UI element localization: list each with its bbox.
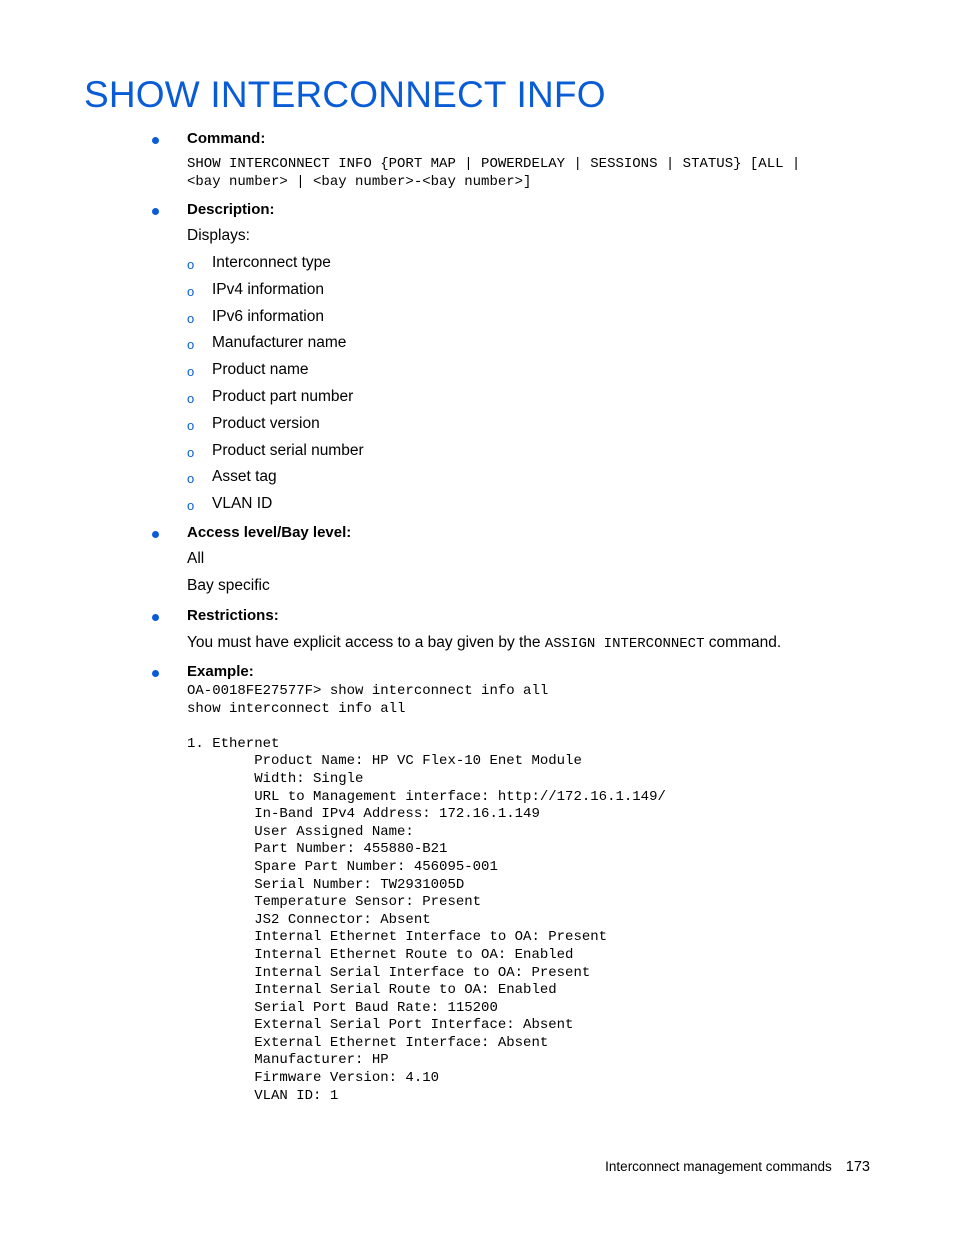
list-item bbox=[187, 470, 687, 492]
list-item bbox=[187, 390, 687, 412]
list-item-label: IPv4 information bbox=[212, 280, 324, 298]
circle-bullet-icon: o bbox=[187, 257, 195, 272]
example-line: External Ethernet Interface: Absent bbox=[187, 1034, 549, 1051]
command-line: SHOW INTERCONNECT INFO {PORT MAP | POWERDELAY | SESSIONS | STATUS} [ALL | bbox=[187, 156, 801, 172]
access-value-all: All bbox=[187, 550, 205, 567]
list-item-label: IPv6 information bbox=[212, 307, 324, 325]
restrictions-text bbox=[187, 634, 781, 652]
bullet-icon bbox=[152, 670, 159, 677]
list-item bbox=[187, 280, 687, 305]
list-item bbox=[187, 307, 687, 332]
list-item-label: Product serial number bbox=[212, 441, 364, 459]
example-line: User Assigned Name: bbox=[187, 823, 414, 840]
list-item bbox=[187, 336, 687, 358]
list-item bbox=[187, 363, 687, 385]
command-line: <bay number> | <bay number>-<bay number>] bbox=[187, 173, 532, 190]
circle-bullet-icon: o bbox=[187, 391, 195, 406]
example-line: Internal Serial Route to OA: Enabled bbox=[187, 982, 557, 999]
example-line: Internal Serial Interface to OA: Present bbox=[187, 964, 591, 981]
circle-bullet-icon: o bbox=[187, 283, 195, 299]
bullet-icon bbox=[152, 614, 159, 621]
circle-bullet-icon: o bbox=[187, 337, 195, 353]
list-item bbox=[187, 414, 687, 439]
access-heading: Access level/Bay level: bbox=[187, 524, 352, 541]
example-line: External Serial Port Interface: Absent bbox=[187, 1017, 574, 1034]
example-line: Part Number: 455880-B21 bbox=[187, 841, 448, 858]
description-heading: Description: bbox=[187, 201, 275, 218]
example-heading: Example: bbox=[187, 663, 254, 680]
list-item bbox=[187, 256, 687, 278]
circle-bullet-icon: o bbox=[187, 471, 195, 487]
bullet-icon bbox=[152, 531, 159, 538]
page-title: SHOW INTERCONNECT INFO bbox=[84, 74, 606, 115]
list-item bbox=[187, 497, 687, 519]
example-line: Product Name: HP VC Flex-10 Enet Module bbox=[187, 753, 582, 770]
example-line: Width: Single bbox=[187, 770, 364, 787]
footer-section: Interconnect management commands bbox=[605, 1159, 832, 1174]
list-item-label: Interconnect type bbox=[212, 254, 331, 271]
example-line: show interconnect info all bbox=[187, 700, 406, 717]
example-line: VLAN ID: 1 bbox=[187, 1087, 339, 1104]
circle-bullet-icon: o bbox=[187, 364, 195, 380]
bullet-icon bbox=[152, 137, 159, 144]
example-line: Internal Ethernet Interface to OA: Present bbox=[187, 929, 608, 946]
bullet-icon bbox=[152, 208, 159, 215]
example-line: In-Band IPv4 Address: 172.16.1.149 bbox=[187, 806, 540, 823]
example-line: OA-0018FE27577F> show interconnect info all bbox=[187, 683, 549, 699]
example-line: Spare Part Number: 456095-001 bbox=[187, 858, 498, 875]
circle-bullet-icon: o bbox=[187, 417, 195, 433]
list-item-label: Asset tag bbox=[212, 468, 277, 486]
example-line: Manufacturer: HP bbox=[187, 1052, 389, 1069]
list-item-label: Product name bbox=[212, 361, 309, 379]
restrictions-heading: Restrictions: bbox=[187, 607, 279, 624]
restrictions-text-before: You must have explicit access to a bay given by the bbox=[187, 634, 545, 651]
page-number: 173 bbox=[845, 1159, 870, 1175]
list-item-label: VLAN ID bbox=[212, 495, 273, 513]
example-line: 1. Ethernet bbox=[187, 735, 280, 752]
example-line: Firmware Version: 4.10 bbox=[187, 1070, 440, 1087]
command-heading: Command: bbox=[187, 130, 266, 147]
description-intro: Displays: bbox=[187, 227, 250, 244]
example-line: URL to Management interface: http://172.16.1.149/ bbox=[187, 788, 666, 805]
command-syntax bbox=[187, 156, 800, 191]
list-item-label: Product part number bbox=[212, 388, 354, 405]
circle-bullet-icon: o bbox=[187, 310, 195, 326]
example-line: JS2 Connector: Absent bbox=[187, 911, 431, 928]
restrictions-text-after: command. bbox=[704, 634, 782, 651]
page-footer bbox=[605, 1159, 870, 1175]
example-line: Serial Port Baud Rate: 115200 bbox=[187, 999, 498, 1016]
list-item-label: Product version bbox=[212, 414, 320, 432]
access-value-bay-specific: Bay specific bbox=[187, 577, 270, 594]
list-item-label: Manufacturer name bbox=[212, 334, 347, 352]
circle-bullet-icon: o bbox=[187, 444, 195, 460]
circle-bullet-icon: o bbox=[187, 498, 195, 514]
example-line: Temperature Sensor: Present bbox=[187, 894, 482, 911]
example-line: Internal Ethernet Route to OA: Enabled bbox=[187, 946, 574, 963]
restrictions-code: ASSIGN INTERCONNECT bbox=[544, 636, 705, 652]
example-line: Serial Number: TW2931005D bbox=[187, 876, 465, 893]
example-output bbox=[187, 683, 666, 1105]
list-item bbox=[187, 441, 687, 466]
